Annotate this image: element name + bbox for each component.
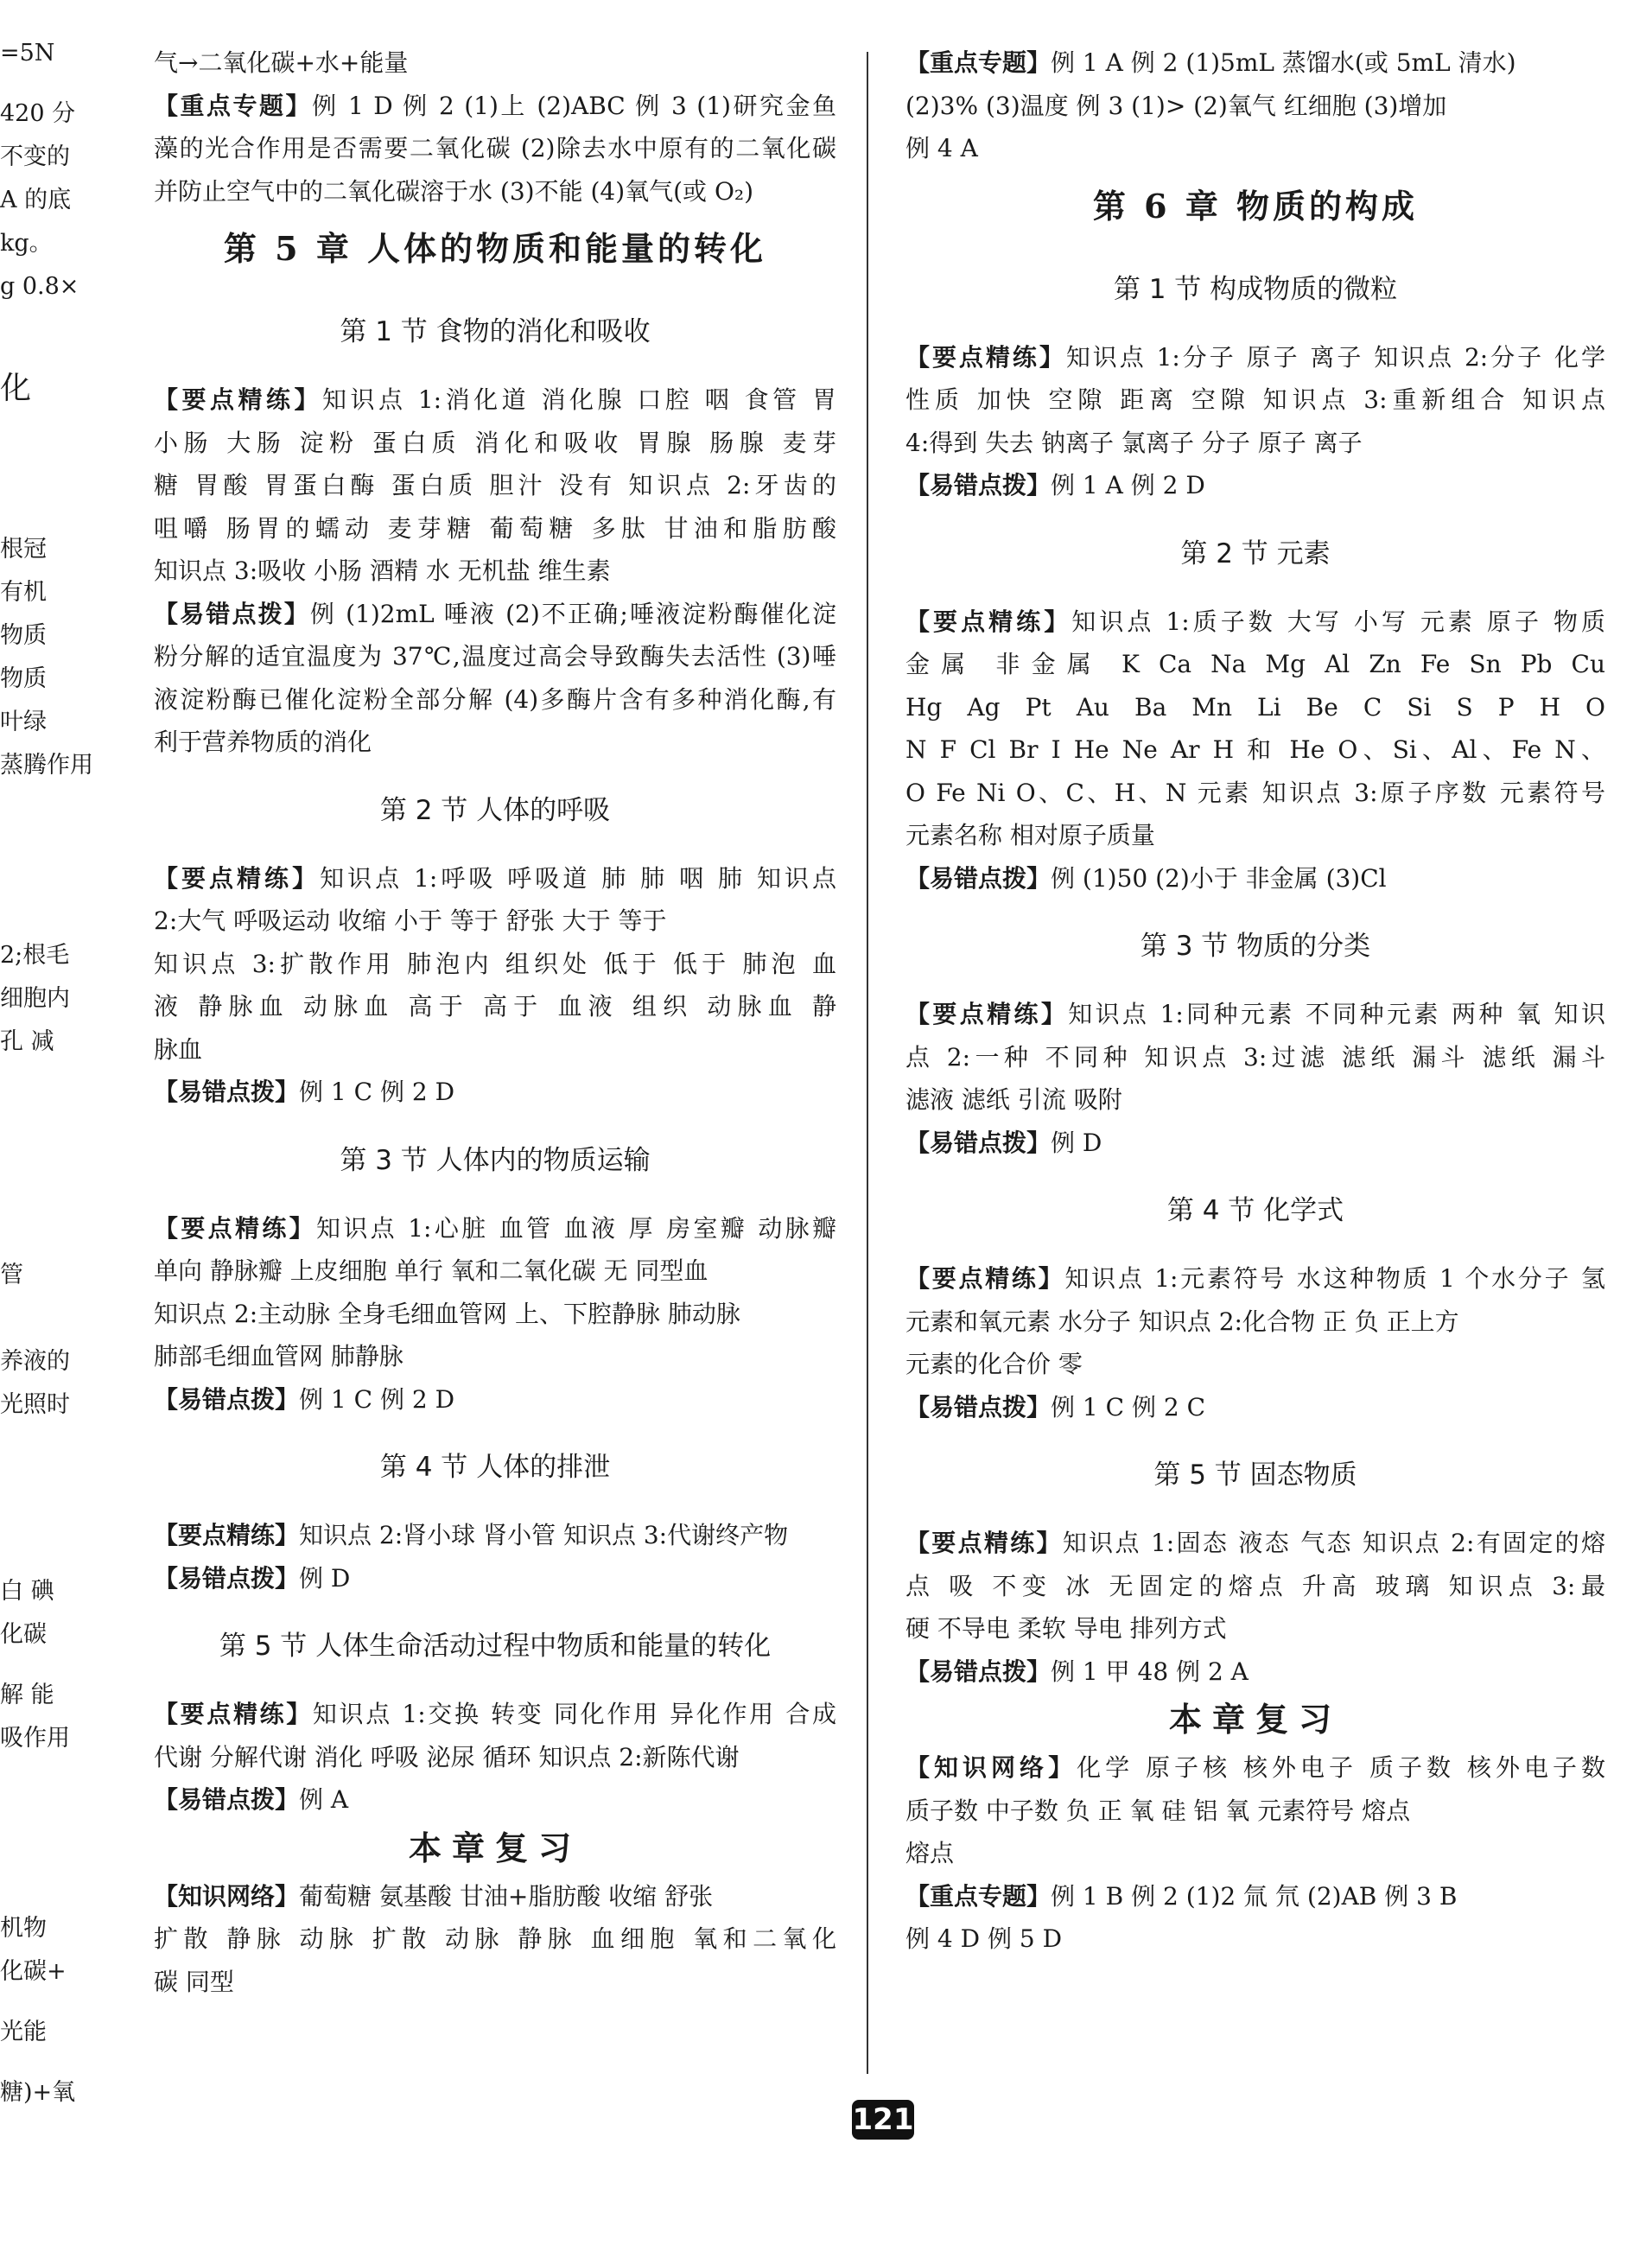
answer-text: 知识点 1:元素符号 水这种物质 1 个水分子 氢 (1064, 1264, 1605, 1293)
answer-tag: 【易错点拨】 (154, 1785, 300, 1814)
answer-text: 例 1 C 例 2 C (1051, 1392, 1205, 1421)
answer-line (905, 1301, 1605, 1344)
answer-text: 例 1 C 例 2 D (299, 1078, 455, 1106)
answer-line (154, 1071, 836, 1114)
answer-text: 碳 同型 (154, 1967, 234, 1996)
left-fragment: 叶绿 (0, 709, 47, 735)
answer-line (154, 1378, 836, 1421)
answer-line (154, 550, 836, 593)
chapter-review-title: 本章复习 (408, 1828, 581, 1867)
answer-text: 小肠 大肠 淀粉 蛋白质 消化和吸收 胃腺 肠腺 麦芽 (154, 428, 836, 457)
answer-text: 例 1 B 例 2 (1)2 氚 氘 (2)AB 例 3 B (1051, 1881, 1458, 1911)
left-fragment: 420 分 (0, 100, 76, 127)
left-fragment: 光能 (0, 2019, 47, 2045)
answer-text: 咀嚼 肠胃的蠕动 麦芽糖 葡萄糖 多肽 甘油和脂肪酸 (154, 513, 836, 543)
answer-tag: 【要点精练】 (154, 863, 321, 893)
answer-text: 例 1 C 例 2 D (299, 1384, 455, 1414)
answer-text: 知识点 1:呼吸 呼吸道 肺 肺 咽 肺 知识点 (320, 863, 836, 893)
answer-line (905, 1746, 1605, 1790)
chapter-title: 第 5 章 人体的物质和能量的转化 (223, 229, 767, 268)
answer-line (905, 1565, 1605, 1608)
left-fragment: A 的底 (0, 187, 72, 213)
left-fragment: g 0.8× (0, 273, 79, 300)
answer-tag: 【要点精练】 (905, 1529, 1063, 1557)
answer-text: 气→二氧化碳+水+能量 (154, 48, 409, 77)
answer-text: 例 1 A 例 2 (1)5mL 蒸馏水(或 5mL 清水) (1051, 48, 1516, 77)
section-title: 第 2 节 元素 (1180, 537, 1331, 569)
answer-text: 例 A (299, 1785, 349, 1814)
answer-line (905, 1875, 1605, 1918)
answer-text: N F Cl Br I He Ne Ar H 和 He O、Si、Al、Fe N、 (905, 735, 1605, 764)
answer-tag: 【易错点拨】 (154, 599, 310, 628)
left-fragment: 2;根毛 (0, 942, 70, 969)
answer-tag: 【易错点拨】 (905, 863, 1052, 893)
chapter-title: 第 6 章 物质的构成 (1092, 186, 1419, 226)
answer-tag: 【易错点拨】 (905, 1128, 1052, 1157)
answer-text: 藻的光合作用是否需要二氧化碳 (2)除去水中原有的二氧化碳 (154, 134, 836, 162)
answer-line (154, 1293, 836, 1336)
answer-text: 化学 原子核 核外电子 质子数 核外电子数 (1077, 1753, 1605, 1782)
section-title: 第 4 节 人体的排泄 (379, 1452, 611, 1483)
answer-text: 并防止空气中的二氧化碳溶于水 (3)不能 (4)氧气(或 O₂) (154, 176, 754, 206)
answer-line (905, 1036, 1605, 1079)
answer-line (905, 378, 1605, 422)
answer-text: (2)3% (3)温度 例 3 (1)> (2)氧气 红细胞 (3)增加 (905, 91, 1447, 120)
answer-line (154, 635, 836, 678)
answer-line (154, 1875, 836, 1918)
section-title: 第 5 节 人体生命活动过程中物质和能量的转化 (219, 1631, 772, 1662)
page-number: 121 (852, 2100, 914, 2140)
answer-text: 糖 胃酸 胃蛋白酶 蛋白质 胆汁 没有 知识点 2:牙齿的 (154, 471, 836, 499)
answer-line (905, 1917, 1605, 1961)
answer-tag: 【要点精练】 (905, 607, 1072, 636)
answer-line (905, 85, 1605, 128)
answer-tag: 【易错点拨】 (154, 1384, 300, 1414)
left-fragment: 化 (0, 371, 32, 406)
answer-line (154, 378, 836, 422)
answer-line (905, 127, 1605, 170)
left-page-strip (0, 0, 130, 2245)
section-title: 第 1 节 食物的消化和吸收 (340, 316, 651, 347)
answer-line (905, 1607, 1605, 1650)
answer-text: 知识点 2:主动脉 全身毛细血管网 上、下腔静脉 肺动脉 (154, 1299, 740, 1328)
answer-text: 例 4 A (905, 134, 978, 162)
left-fragment: 管 (0, 1262, 23, 1288)
answer-line (154, 1557, 836, 1600)
left-fragment: 糖)+氧 (0, 2079, 76, 2106)
answer-line (154, 857, 836, 900)
answer-line (154, 1028, 836, 1072)
answer-text: 例 D (1051, 1128, 1102, 1157)
answer-line (905, 1832, 1605, 1875)
section-title: 第 1 节 构成物质的微粒 (1113, 273, 1398, 305)
answer-line (154, 943, 836, 986)
answer-tag: 【要点精练】 (154, 385, 322, 414)
answer-tag: 【要点精练】 (154, 1700, 313, 1728)
answer-line (905, 1386, 1605, 1429)
answer-line (905, 814, 1605, 857)
answer-line (154, 422, 836, 465)
section-title: 第 3 节 物质的分类 (1140, 931, 1371, 962)
answer-line (905, 728, 1605, 772)
answer-text: 元素名称 相对原子质量 (905, 821, 1155, 849)
answer-line (154, 900, 836, 943)
answer-text: 知识点 1:交换 转变 同化作用 异化作用 合成 (312, 1700, 836, 1728)
answer-text: 质子数 中子数 负 正 氧 硅 铝 氧 元素符号 熔点 (905, 1796, 1411, 1825)
answer-line (154, 721, 836, 764)
left-column (154, 41, 836, 2003)
section-title: 第 4 节 化学式 (1166, 1195, 1344, 1226)
answer-text: 4:得到 失去 钠离子 氯离子 分子 原子 离子 (905, 428, 1363, 457)
answer-line (154, 678, 836, 722)
answer-line (905, 422, 1605, 465)
answer-line (905, 772, 1605, 815)
answer-text: 例 (1)50 (2)小于 非金属 (3)Cl (1051, 863, 1387, 893)
answer-text: 例 (1)2mL 唾液 (2)不正确;唾液淀粉酶催化淀 (309, 599, 836, 628)
answer-text: 利于营养物质的消化 (154, 728, 372, 756)
left-fragment: 不变的 (0, 143, 70, 170)
left-fragment: 物质 (0, 665, 47, 692)
answer-text: 例 4 D 例 5 D (905, 1924, 1063, 1953)
left-fragment: 细胞内 (0, 985, 70, 1012)
answer-text: 知识点 1:质子数 大写 小写 元素 原子 物质 (1071, 607, 1605, 636)
answer-line (905, 1343, 1605, 1386)
right-column (905, 41, 1605, 1961)
answer-tag: 【要点精练】 (905, 1264, 1065, 1293)
answer-text: 单向 静脉瓣 上皮细胞 单行 氧和二氧化碳 无 同型血 (154, 1256, 708, 1285)
answer-text: 液淀粉酶已催化淀粉全部分解 (4)多酶片含有多种消化酶,有 (154, 684, 836, 714)
answer-tag: 【要点精练】 (154, 1213, 316, 1243)
answer-line (154, 507, 836, 550)
answer-tag: 【要点精练】 (154, 1521, 300, 1549)
answer-text: 硬 不导电 柔软 导电 排列方式 (905, 1614, 1227, 1643)
left-fragment: 化碳+ (0, 1958, 67, 1985)
answer-text: 知识点 1:消化道 消化腺 口腔 咽 食管 胃 (321, 385, 836, 414)
left-fragment: 光照时 (0, 1391, 70, 1418)
left-fragment: 有机 (0, 579, 47, 606)
answer-text: 例 D (299, 1563, 351, 1593)
answer-text: 2:大气 呼吸运动 收缩 小于 等于 舒张 大于 等于 (154, 906, 667, 935)
section-title: 第 2 节 人体的呼吸 (379, 794, 611, 826)
answer-tag: 【易错点拨】 (905, 471, 1052, 499)
answer-text: 例 1 D 例 2 (1)上 (2)ABC 例 3 (1)研究金鱼 (312, 91, 836, 120)
answer-line (154, 1207, 836, 1250)
answer-line (905, 336, 1605, 379)
answer-line (905, 464, 1605, 507)
left-fragment: 机物 (0, 1915, 47, 1942)
left-fragment: =5N (0, 40, 55, 67)
answer-text: 知识点 3:吸收 小肠 酒精 水 无机盐 维生素 (154, 556, 611, 585)
left-fragment: 物质 (0, 622, 47, 649)
left-fragment: 蒸腾作用 (0, 752, 93, 779)
left-fragment: kg。 (0, 230, 53, 257)
answer-line (154, 1335, 836, 1378)
answer-text: 知识点 2:肾小球 肾小管 知识点 3:代谢终产物 (299, 1521, 789, 1549)
left-fragment: 吸作用 (0, 1725, 70, 1752)
answer-line (154, 85, 836, 128)
answer-text: 脉血 (154, 1034, 203, 1064)
answer-line (154, 41, 836, 85)
answer-line (154, 1693, 836, 1736)
answer-tag: 【易错点拨】 (154, 1078, 300, 1106)
answer-line (905, 1122, 1605, 1165)
answer-text: 肺部毛细血管网 肺静脉 (154, 1342, 403, 1371)
answer-text: 知识点 1:心脏 血管 血液 厚 房室瓣 动脉瓣 (316, 1213, 836, 1243)
answer-tag: 【知识网络】 (905, 1753, 1077, 1782)
answer-tag: 【易错点拨】 (154, 1563, 300, 1593)
answer-line (154, 1961, 836, 2004)
answer-line (905, 643, 1605, 686)
answer-line (154, 464, 836, 507)
left-fragment: 化碳 (0, 1621, 47, 1648)
answer-line (905, 41, 1605, 85)
answer-text: 液 静脉血 动脉血 高于 高于 血液 组织 动脉血 静 (154, 992, 836, 1021)
left-fragment: 白 碘 (0, 1578, 54, 1605)
answer-text: 元素和氧元素 水分子 知识点 2:化合物 正 负 正上方 (905, 1307, 1459, 1336)
answer-tag: 【重点专题】 (905, 1881, 1052, 1911)
left-fragment: 孔 减 (0, 1028, 54, 1055)
answer-line (905, 1790, 1605, 1833)
answer-line (905, 601, 1605, 644)
answer-text: 葡萄糖 氨基酸 甘油+脂肪酸 收缩 舒张 (299, 1881, 714, 1911)
left-fragment: 根冠 (0, 536, 47, 563)
answer-text: 例 1 甲 48 例 2 A (1051, 1657, 1249, 1686)
answer-text: 粉分解的适宜温度为 37℃,温度过高会导致酶失去活性 (3)唾 (154, 642, 836, 671)
answer-text: 知识点 1:同种元素 不同种元素 两种 氧 知识 (1068, 1000, 1605, 1028)
answer-line (154, 1917, 836, 1961)
answer-text: 性质 加快 空隙 距离 空隙 知识点 3:重新组合 知识点 (905, 385, 1605, 414)
answer-text: 滤液 滤纸 引流 吸附 (905, 1085, 1122, 1114)
answer-line (154, 1250, 836, 1293)
answer-line (154, 127, 836, 170)
answer-text: 例 1 A 例 2 D (1051, 471, 1205, 499)
answer-line (154, 985, 836, 1028)
answer-line (905, 1257, 1605, 1301)
answer-line (154, 170, 836, 213)
answer-text: O Fe Ni O、C、H、N 元素 知识点 3:原子序数 元素符号 (905, 778, 1605, 807)
answer-text: Hg Ag Pt Au Ba Mn Li Be C Si S P H O (905, 692, 1605, 722)
answer-tag: 【重点专题】 (154, 91, 313, 120)
answer-tag: 【要点精练】 (905, 1000, 1069, 1028)
answer-text: 知识点 1:分子 原子 离子 知识点 2:分子 化学 (1065, 342, 1605, 372)
answer-text: 点 2:一种 不同种 知识点 3:过滤 滤纸 漏斗 滤纸 漏斗 (905, 1042, 1605, 1072)
answer-line (154, 593, 836, 636)
answer-tag: 【易错点拨】 (905, 1657, 1052, 1686)
answer-line (154, 1778, 836, 1822)
answer-text: 金属 非金属 K Ca Na Mg Al Zn Fe Sn Pb Cu (905, 650, 1605, 678)
answer-text: 元素的化合价 零 (905, 1350, 1083, 1378)
answer-line (905, 993, 1605, 1036)
column-divider (867, 52, 868, 2074)
left-fragment: 养液的 (0, 1348, 70, 1375)
answer-tag: 【要点精练】 (905, 342, 1066, 372)
answer-line (154, 1514, 836, 1557)
answer-line (905, 1650, 1605, 1694)
left-fragment: 解 能 (0, 1682, 54, 1708)
section-title: 第 3 节 人体内的物质运输 (340, 1144, 651, 1176)
answer-line (905, 1078, 1605, 1122)
chapter-review-title: 本章复习 (1168, 1700, 1342, 1739)
answer-line (905, 857, 1605, 900)
answer-tag: 【重点专题】 (905, 48, 1052, 77)
section-title: 第 5 节 固态物质 (1153, 1460, 1357, 1491)
answer-text: 扩散 静脉 动脉 扩散 动脉 静脉 血细胞 氧和二氧化 (154, 1924, 836, 1953)
answer-text: 知识点 1:固态 液态 气态 知识点 2:有固定的熔 (1062, 1529, 1605, 1557)
answer-text: 代谢 分解代谢 消化 呼吸 泌尿 循环 知识点 2:新陈代谢 (154, 1742, 740, 1771)
answer-line (154, 1736, 836, 1779)
answer-line (905, 1522, 1605, 1565)
answer-text: 点 吸 不变 冰 无固定的熔点 升高 玻璃 知识点 3:最 (905, 1571, 1605, 1600)
answer-text: 知识点 3:扩散作用 肺泡内 组织处 低于 低于 肺泡 血 (154, 949, 836, 978)
answer-text: 熔点 (905, 1839, 955, 1867)
answer-tag: 【知识网络】 (154, 1881, 300, 1911)
answer-tag: 【易错点拨】 (905, 1392, 1052, 1421)
answer-line (905, 686, 1605, 729)
